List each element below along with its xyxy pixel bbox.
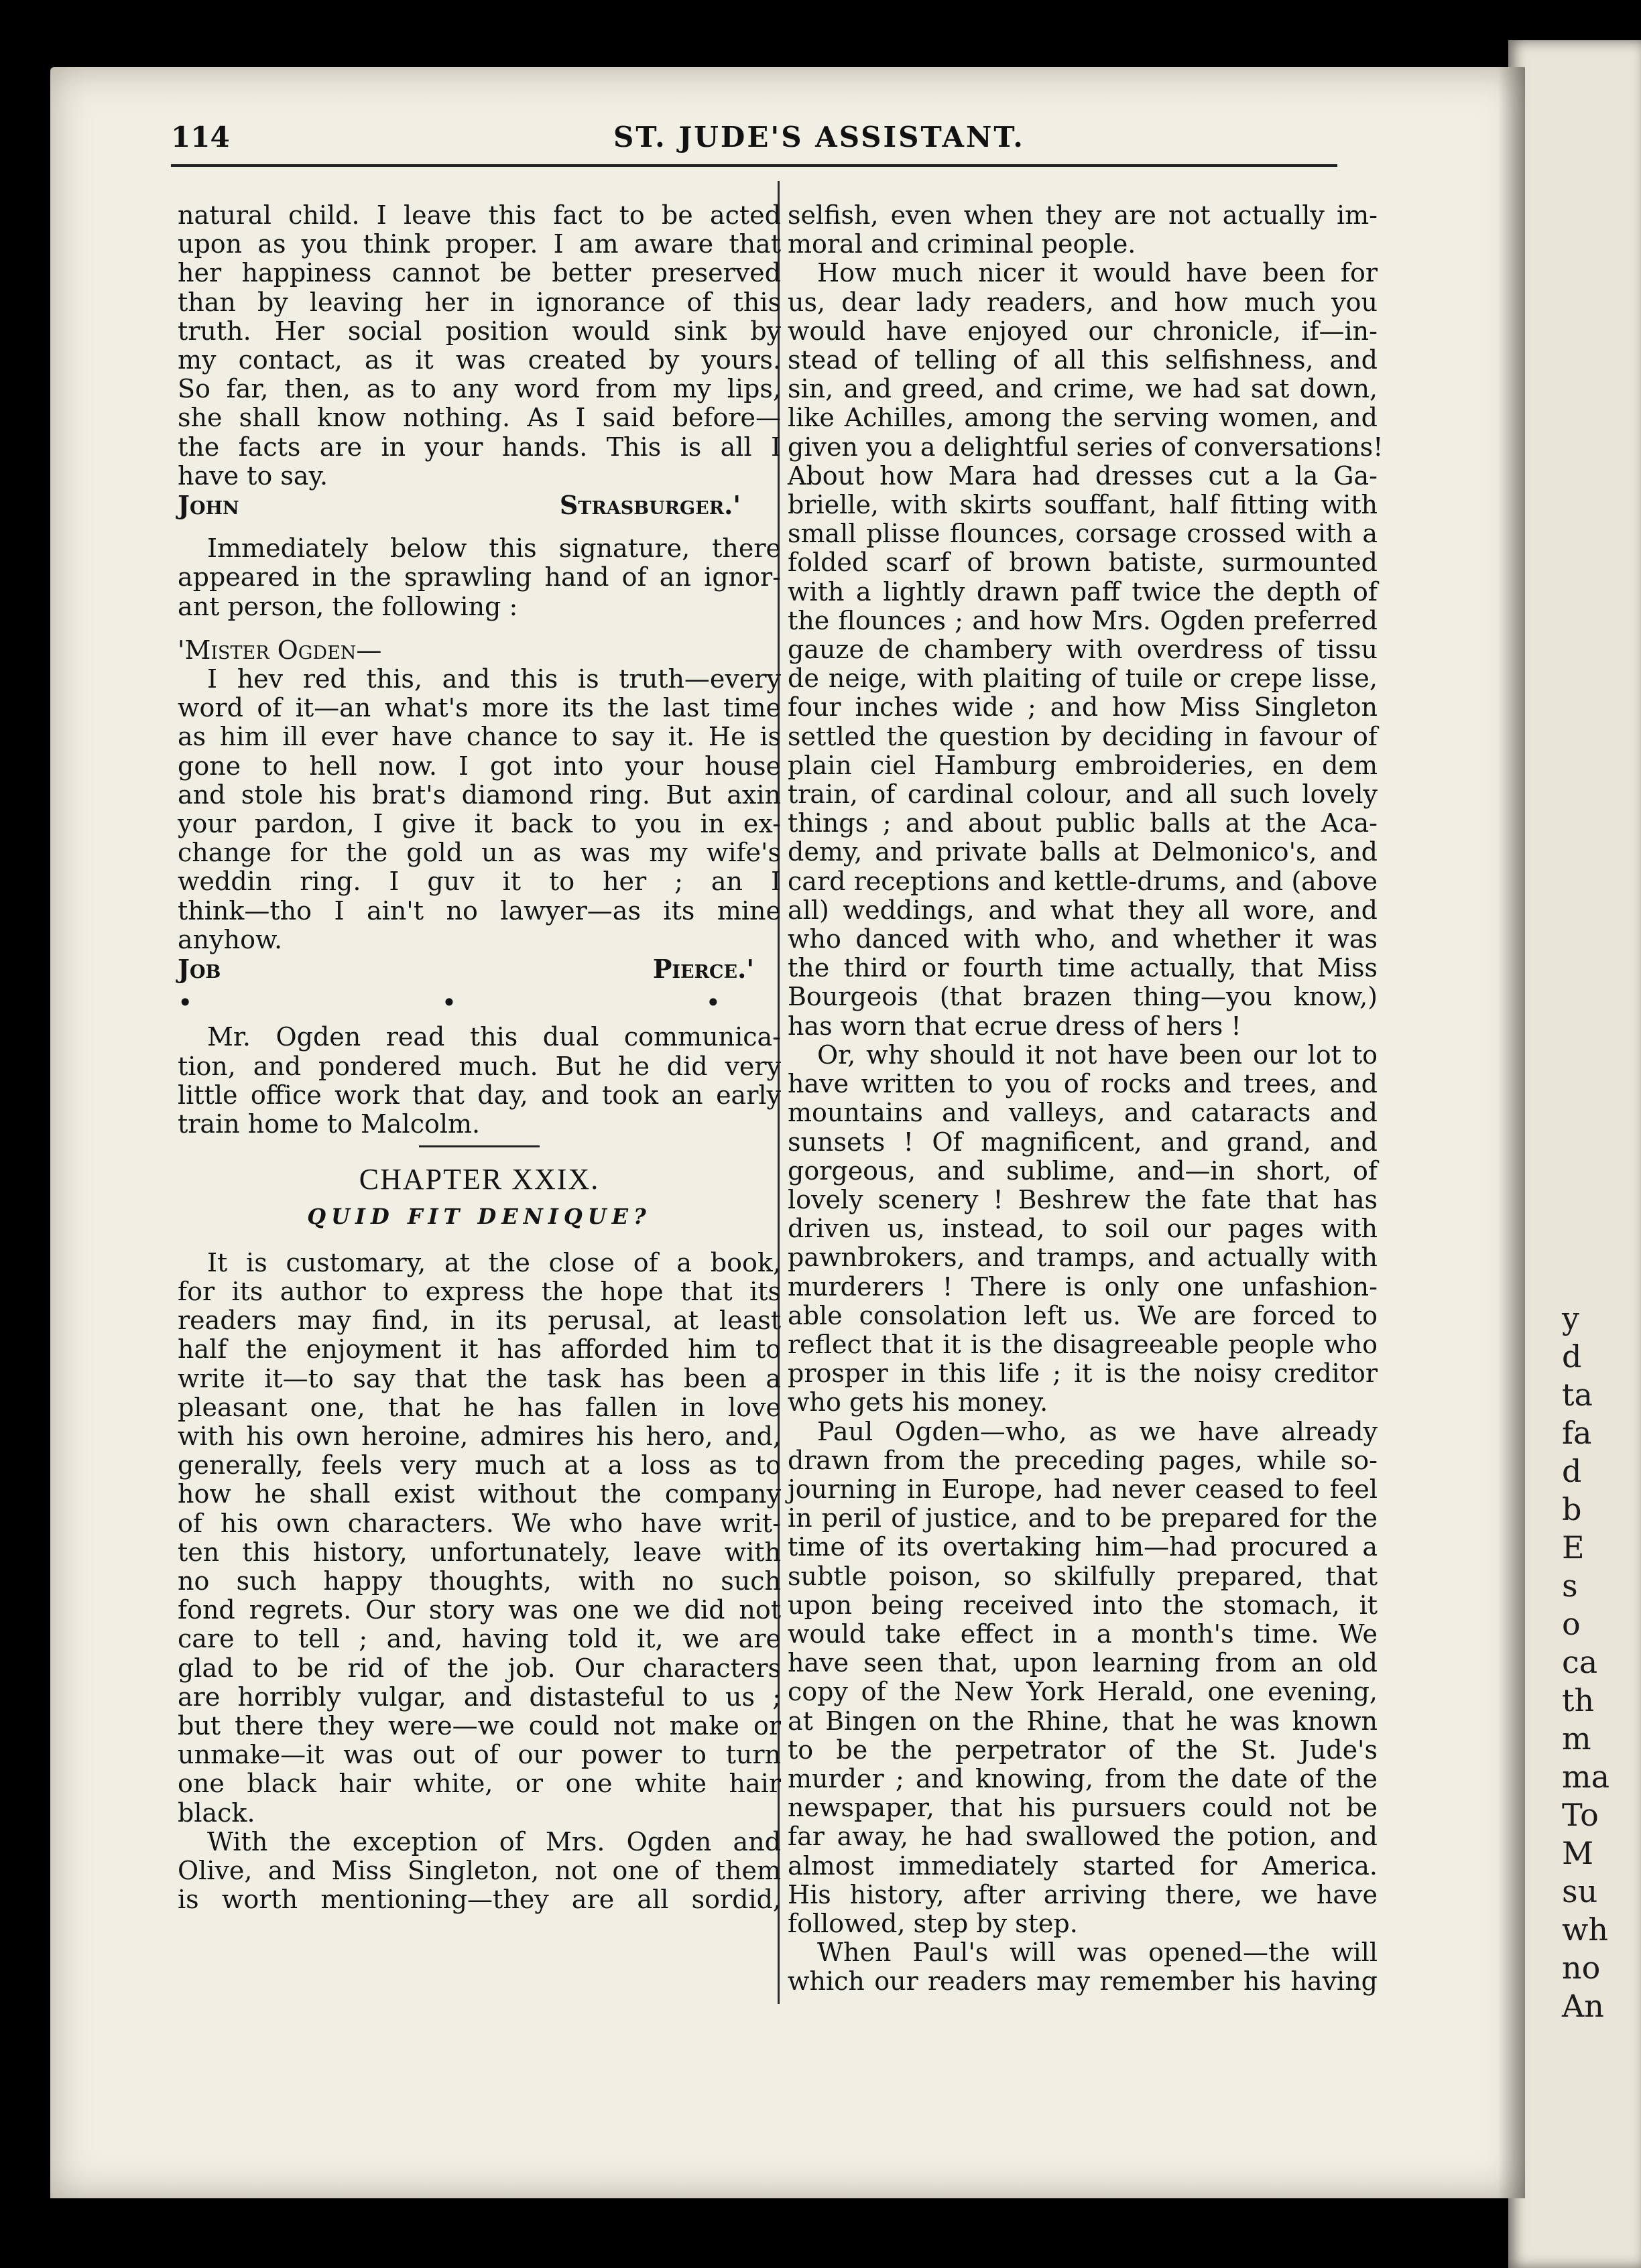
text-line: sin, and greed, and crime, we had sat down,	[788, 374, 1378, 404]
text-line: able consolation left us. We are forced to	[788, 1300, 1378, 1330]
text-line: gauze de chambery with overdress of tissu	[788, 635, 1378, 665]
text-line: small plisse flounces, corsage crossed with a	[788, 519, 1378, 549]
text-line: murder ; and knowing, from the date of the	[788, 1763, 1378, 1793]
text-line: almost immediately started for America.	[788, 1850, 1378, 1881]
text-line: pleasant one, that he has fallen in love	[178, 1392, 781, 1422]
text-line: His history, after arriving there, we have	[788, 1879, 1378, 1909]
text-line: moral and criminal people.	[788, 229, 1136, 259]
text-line: than by leaving her in ignorance of this	[178, 287, 781, 317]
text-line: Olive, and Miss Singleton, not one of them	[178, 1855, 781, 1885]
text-line: for its author to express the hope that its	[178, 1276, 781, 1306]
next-page-fragment: wh	[1562, 1911, 1608, 1948]
text-line: copy of the New York Herald, one evening,	[788, 1677, 1378, 1707]
running-title: ST. JUDE'S ASSISTANT.	[613, 121, 1025, 153]
text-line: driven us, instead, to soil our pages with	[788, 1214, 1378, 1244]
text-line: train home to Malcolm.	[178, 1109, 481, 1139]
text-line: who gets his money.	[788, 1387, 1048, 1418]
text-line: change for the gold un as was my wife's	[178, 838, 781, 868]
text-line: and stole his brat's diamond ring. But axin	[178, 779, 781, 810]
next-page-fragment: su	[1562, 1873, 1598, 1909]
text-line: all) weddings, and what they all wore, and	[788, 895, 1378, 925]
text-line: little office work that day, and took an early	[178, 1080, 781, 1110]
text-line: I hev red this, and this is truth—every	[207, 664, 781, 694]
next-page-fragment: To	[1562, 1797, 1599, 1833]
text-line: my contact, as it was created by yours.	[178, 345, 781, 375]
text-line: murderers ! There is only one unfashion-	[788, 1271, 1378, 1302]
text-line: sunsets ! Of magnificent, and grand, and	[788, 1127, 1378, 1157]
text-line: which our readers may remember his having	[788, 1966, 1378, 1997]
text-line: anyhow.	[178, 924, 283, 954]
header-rule	[171, 164, 1337, 167]
page-number: 114	[171, 121, 230, 153]
right-paragraph-scenery	[788, 1041, 1378, 1418]
text-line: pawnbrokers, and tramps, and actually with	[788, 1243, 1378, 1273]
text-line: fond regrets. Our story was one we did not	[178, 1595, 781, 1625]
text-line: the flounces ; and how Mrs. Ogden preferred	[788, 605, 1378, 635]
text-line: have written to you of rocks and trees, and	[788, 1069, 1378, 1099]
text-line: think—tho I ain't no lawyer—as its mine	[178, 895, 781, 926]
next-page-fragment: no	[1562, 1950, 1601, 1986]
text-line: journing in Europe, had never ceased to feel	[788, 1474, 1378, 1504]
next-page-fragment: o	[1562, 1606, 1581, 1642]
text-line: far away, he had swallowed the potion, and	[788, 1822, 1378, 1852]
text-line: given you a delightful series of conversations!	[788, 432, 1384, 462]
next-page-edge	[1508, 40, 1641, 2268]
next-page-fragment: b	[1562, 1491, 1582, 1527]
text-line: with his own heroine, admires his hero, and,	[178, 1421, 781, 1451]
text-line: have to say.	[178, 460, 328, 491]
text-line: stead of telling of all this selfishness, and	[788, 345, 1378, 375]
text-line: It is customary, at the close of a book,	[207, 1247, 781, 1277]
text-line: demy, and private balls at Delmonico's, and	[788, 837, 1378, 867]
next-page-fragment: An	[1562, 1988, 1604, 2024]
text-line: have seen that, upon learning from an old	[788, 1648, 1378, 1678]
left-column	[178, 201, 781, 1914]
next-page-fragment: y	[1562, 1300, 1579, 1336]
text-line: lovely scenery ! Beshrew the fate that has	[788, 1184, 1378, 1214]
text-line: the third or fourth time actually, that Miss	[788, 953, 1378, 983]
next-page-fragment: ta	[1562, 1377, 1593, 1413]
paragraph-below-signature	[178, 534, 781, 621]
text-line: word of it—an what's more its the last time	[178, 693, 781, 723]
text-line: weddin ring. I guv it to her ; an I	[178, 867, 781, 897]
text-line: folded scarf of brown batiste, surmounted	[788, 548, 1378, 578]
text-line: How much nicer it would have been for	[817, 258, 1378, 288]
text-line: is worth mentioning—they are all sordid,	[178, 1885, 781, 1915]
text-line: but there they were—we could not make or	[178, 1710, 781, 1741]
text-line: would have enjoyed our chronicle, if—in-	[788, 316, 1378, 346]
section-dots: • • •	[178, 988, 781, 1018]
text-line: time of its overtaking him—had procured a	[788, 1532, 1378, 1562]
text-line: settled the question by deciding in favour of	[788, 721, 1378, 751]
text-line: newspaper, that his pursuers could not be	[788, 1793, 1378, 1823]
text-line: she shall know nothing. As I said before—	[178, 403, 781, 433]
text-line: half the enjoyment it has afforded him to	[178, 1334, 781, 1365]
right-paragraph-dresses	[788, 258, 1384, 1041]
text-line: your pardon, I give it back to you in ex-	[178, 809, 781, 839]
pierce-letter	[178, 665, 781, 954]
text-line: truth. Her social position would sink by	[178, 316, 781, 346]
text-line: reflect that it is the disagreeable people who	[788, 1329, 1378, 1359]
text-line: subtle poison, so skilfully prepared, that	[788, 1561, 1378, 1591]
text-line: her happiness cannot be better preserved	[178, 258, 781, 288]
text-line: in peril of justice, and to be prepared for the	[788, 1503, 1378, 1533]
chapter-paragraph-1	[178, 1249, 781, 1828]
text-line: at Bingen on the Rhine, that he was known	[788, 1706, 1378, 1736]
running-head	[171, 121, 1418, 161]
text-line: Or, why should it not have been our lot to	[817, 1040, 1378, 1070]
text-line: tion, and pondered much. But he did very	[178, 1051, 781, 1081]
text-line: like Achilles, among the serving women, and	[788, 403, 1378, 433]
letter-ending	[178, 201, 781, 491]
text-line: with a lightly drawn paff twice the depth of	[788, 576, 1378, 607]
text-line: appeared in the sprawling hand of an ignor-	[178, 562, 781, 592]
text-line: would take effect in a month's time. We	[788, 1619, 1378, 1649]
text-line: readers may find, in its perusal, at least	[178, 1306, 781, 1336]
text-line: no such happy thoughts, with no such	[178, 1566, 781, 1596]
right-paragraph-continued	[788, 201, 1378, 259]
text-line: to be the perpetrator of the St. Jude's	[788, 1735, 1378, 1765]
next-page-fragment: E	[1562, 1529, 1585, 1566]
text-line: four inches wide ; and how Miss Singleton	[788, 692, 1378, 722]
text-line: of his own characters. We who have writ-	[178, 1508, 781, 1538]
text-line: About how Mara had dresses cut a la Ga-	[788, 460, 1378, 491]
chapter-rule	[419, 1145, 540, 1147]
right-paragraph-will	[788, 1938, 1378, 1996]
next-page-fragment: d	[1562, 1338, 1582, 1375]
text-line: how he shall exist without the company	[178, 1479, 781, 1509]
text-line: ten this history, unfortunately, leave with	[178, 1537, 781, 1567]
right-column	[788, 200, 1384, 1997]
text-line: Mr. Ogden read this dual communica-	[207, 1022, 781, 1052]
text-line: upon as you think proper. I am aware that	[178, 229, 781, 259]
text-line: prosper in this life ; it is the noisy creditor	[788, 1359, 1378, 1389]
salutation: 'Mister Ogden—	[178, 635, 382, 665]
text-line: Immediately below this signature, there	[207, 533, 781, 564]
text-line: us, dear lady readers, and how much you	[788, 287, 1378, 317]
next-page-fragment: d	[1562, 1453, 1582, 1489]
next-page-fragment: ma	[1562, 1759, 1610, 1795]
text-line: care to tell ; and, having told it, we are	[178, 1624, 781, 1654]
text-line: Paul Ogden—who, as we have already	[817, 1416, 1378, 1446]
chapter-paragraph-2	[178, 1828, 781, 1915]
text-line: things ; and about public balls at the Aca-	[788, 808, 1378, 838]
next-page-fragment: ca	[1562, 1644, 1598, 1680]
signature-pierce: Job Pierce.'	[178, 954, 754, 985]
text-line: one black hair white, or one white hair	[178, 1769, 781, 1799]
text-line: unmake—it was out of our power to turn	[178, 1740, 781, 1770]
chapter-subtitle: QUID FIT DENIQUE?	[307, 1203, 652, 1229]
text-line: as him ill ever have chance to say it. He is	[178, 722, 781, 752]
text-line: generally, feels very much at a loss as to	[178, 1450, 781, 1480]
text-line: gorgeous, and sublime, and—in short, of	[788, 1155, 1378, 1186]
text-line: Bourgeois (that brazen thing—you know,)	[788, 982, 1378, 1012]
text-line: mountains and valleys, and cataracts and	[788, 1098, 1378, 1128]
next-page-fragment: th	[1562, 1682, 1595, 1718]
text-line: black.	[178, 1798, 255, 1828]
text-line: plain ciel Hamburg embroideries, en dem	[788, 750, 1378, 780]
text-line: the facts are in your hands. This is all I	[178, 432, 781, 462]
text-line: has worn that ecrue dress of hers !	[788, 1011, 1241, 1041]
text-line: followed, step by step.	[788, 1908, 1078, 1938]
chapter-title: CHAPTER XXIX.	[359, 1163, 600, 1196]
text-line: With the exception of Mrs. Ogden and	[207, 1826, 781, 1856]
right-paragraph-paul-ogden	[788, 1418, 1378, 1939]
spine-shadow	[1498, 67, 1525, 2198]
text-line: glad to be rid of the job. Our characters	[178, 1653, 781, 1683]
text-line: are horribly vulgar, and distasteful to us ;	[178, 1682, 781, 1712]
signature-strasburger: John Strasburger.'	[178, 490, 741, 521]
text-line: de neige, with plaiting of tuile or crepe lisse,	[788, 664, 1378, 694]
next-page-fragment: M	[1562, 1835, 1594, 1871]
text-line: So far, then, as to any word from my lips,	[178, 374, 781, 404]
next-page-fragment: fa	[1562, 1415, 1592, 1451]
text-line: selfish, even when they are not actually im-	[788, 200, 1378, 230]
text-line: ant person, the following :	[178, 591, 518, 621]
next-page-fragment: s	[1562, 1568, 1578, 1604]
text-line: who danced with who, and whether it was	[788, 924, 1378, 954]
text-line: When Paul's will was opened—the will	[817, 1938, 1378, 1968]
text-line: drawn from the preceding pages, while so-	[788, 1445, 1378, 1475]
text-line: natural child. I leave this fact to be acted	[178, 200, 781, 230]
ogden-paragraph	[178, 1023, 781, 1139]
text-line: upon being received into the stomach, it	[788, 1590, 1378, 1620]
text-line: gone to hell now. I got into your house	[178, 751, 781, 781]
text-line: train, of cardinal colour, and all such lovely	[788, 779, 1378, 810]
text-line: card receptions and kettle-drums, and (above	[788, 866, 1378, 896]
text-line: brielle, with skirts souffant, half fitting with	[788, 490, 1378, 520]
next-page-fragment: m	[1562, 1720, 1591, 1757]
text-line: write it—to say that the task has been a	[178, 1363, 781, 1393]
